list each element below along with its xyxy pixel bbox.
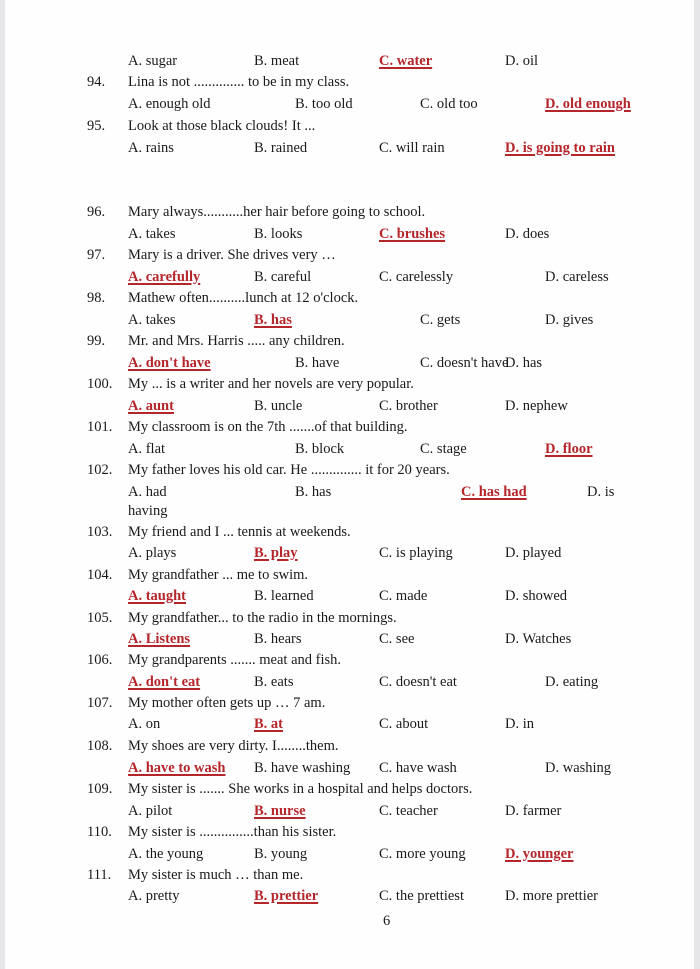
option-a: A. flat bbox=[128, 441, 166, 457]
option-b: B. block bbox=[295, 441, 345, 457]
option-b: B. hears bbox=[254, 631, 302, 647]
question-number: 100. bbox=[87, 376, 113, 392]
question-101 bbox=[5, 417, 694, 437]
option-d: D. gives bbox=[545, 312, 594, 328]
option-row bbox=[5, 267, 694, 287]
question-number: 105. bbox=[87, 610, 113, 626]
question-text: My sister is much … than me. bbox=[128, 867, 304, 883]
option-c: C. brother bbox=[379, 398, 438, 414]
option-d: D. is bbox=[587, 484, 615, 500]
option-c: C. the prettiest bbox=[379, 888, 464, 904]
option-c: C. stage bbox=[420, 441, 467, 457]
question-94 bbox=[5, 72, 694, 92]
option-b: B. learned bbox=[254, 588, 314, 604]
option-d: D. nephew bbox=[505, 398, 568, 414]
question-text: Mathew often..........lunch at 12 o'clock. bbox=[128, 290, 359, 306]
option-row bbox=[5, 543, 694, 563]
question-text: Look at those black clouds! It ... bbox=[128, 118, 316, 134]
option-d: D. more prettier bbox=[505, 888, 599, 904]
question-110 bbox=[5, 822, 694, 842]
option-row bbox=[5, 482, 694, 502]
question-text: Mary always...........her hair before going to school. bbox=[128, 204, 426, 220]
question-text: My father loves his old car. He .............. it for 20 years. bbox=[128, 462, 450, 478]
option-a: A. pretty bbox=[128, 888, 180, 904]
question-number: 108. bbox=[87, 738, 113, 754]
option-c: C. doesn't eat bbox=[379, 674, 457, 690]
option-c: C. carelessly bbox=[379, 269, 454, 285]
option-row bbox=[5, 353, 694, 373]
option-a: A. plays bbox=[128, 545, 177, 561]
question-103 bbox=[5, 522, 694, 542]
question-number: 97. bbox=[87, 247, 106, 263]
question-number: 110. bbox=[87, 824, 112, 840]
option-a-answer: A. Listens bbox=[128, 631, 191, 647]
question-number: 103. bbox=[87, 524, 113, 540]
option-c-answer: C. brushes bbox=[379, 226, 446, 242]
question-number: 101. bbox=[87, 419, 113, 435]
question-text: My friend and I ... tennis at weekends. bbox=[128, 524, 351, 540]
option-d: D. careless bbox=[545, 269, 609, 285]
option-c-answer: C. water bbox=[379, 53, 433, 69]
option-d: D. played bbox=[505, 545, 562, 561]
question-111 bbox=[5, 865, 694, 885]
option-b: B. have bbox=[295, 355, 340, 371]
option-c: C. old too bbox=[420, 96, 478, 112]
option-row bbox=[5, 629, 694, 649]
question-text: My sister is ...............than his sister. bbox=[128, 824, 337, 840]
question-text: My mother often gets up … 7 am. bbox=[128, 695, 326, 711]
question-number: 111. bbox=[87, 867, 112, 883]
question-number: 106. bbox=[87, 652, 113, 668]
option-a: A. sugar bbox=[128, 53, 178, 69]
question-95 bbox=[5, 116, 694, 136]
option-row bbox=[5, 310, 694, 330]
option-c: C. doesn't have bbox=[420, 355, 509, 371]
option-a-answer: A. have to wash bbox=[128, 760, 226, 776]
question-text: Lina is not .............. to be in my class. bbox=[128, 74, 350, 90]
option-b-answer: B. play bbox=[254, 545, 298, 561]
option-d-continuation: having bbox=[128, 503, 168, 519]
option-c: C. more young bbox=[379, 846, 466, 862]
document-page bbox=[5, 0, 694, 969]
option-row bbox=[5, 672, 694, 692]
option-d: D. washing bbox=[545, 760, 612, 776]
option-row bbox=[5, 801, 694, 821]
option-a: A. enough old bbox=[128, 96, 211, 112]
option-c: C. teacher bbox=[379, 803, 438, 819]
question-98 bbox=[5, 288, 694, 308]
option-b: B. careful bbox=[254, 269, 312, 285]
option-b: B. has bbox=[295, 484, 332, 500]
question-number: 96. bbox=[87, 204, 106, 220]
option-row bbox=[5, 714, 694, 734]
question-number: 94. bbox=[87, 74, 106, 90]
question-text: Mary is a driver. She drives very … bbox=[128, 247, 336, 263]
option-row bbox=[5, 886, 694, 906]
question-109 bbox=[5, 779, 694, 799]
question-text: My grandfather ... me to swim. bbox=[128, 567, 309, 583]
option-c: C. see bbox=[379, 631, 415, 647]
option-a: A. pilot bbox=[128, 803, 173, 819]
question-text: My sister is ....... She works in a hospital and helps doctors. bbox=[128, 781, 473, 797]
option-c: C. made bbox=[379, 588, 428, 604]
question-text: My ... is a writer and her novels are very popular. bbox=[128, 376, 414, 392]
option-a-answer: A. aunt bbox=[128, 398, 174, 414]
option-b: B. rained bbox=[254, 140, 308, 156]
option-row bbox=[5, 94, 694, 114]
option-b: B. too old bbox=[295, 96, 353, 112]
option-row bbox=[5, 586, 694, 606]
option-d: D. does bbox=[505, 226, 550, 242]
option-row bbox=[5, 439, 694, 459]
option-c: C. is playing bbox=[379, 545, 453, 561]
question-107 bbox=[5, 693, 694, 713]
option-b: B. young bbox=[254, 846, 308, 862]
option-row bbox=[5, 396, 694, 416]
option-d-answer: D. younger bbox=[505, 846, 574, 862]
option-row bbox=[5, 758, 694, 778]
question-text: My grandparents ....... meat and fish. bbox=[128, 652, 342, 668]
option-b: B. have washing bbox=[254, 760, 351, 776]
option-a: A. takes bbox=[128, 312, 176, 328]
option-a: A. the young bbox=[128, 846, 204, 862]
option-d: D. showed bbox=[505, 588, 568, 604]
question-100 bbox=[5, 374, 694, 394]
option-b: B. meat bbox=[254, 53, 300, 69]
option-b-answer: B. has bbox=[254, 312, 292, 328]
question-104 bbox=[5, 565, 694, 585]
option-b-answer: B. nurse bbox=[254, 803, 306, 819]
question-106 bbox=[5, 650, 694, 670]
option-d: D. Watches bbox=[505, 631, 572, 647]
question-number: 109. bbox=[87, 781, 113, 797]
option-d-answer: D. old enough bbox=[545, 96, 631, 112]
option-a: A. had bbox=[128, 484, 167, 500]
option-b-answer: B. at bbox=[254, 716, 283, 732]
option-d: D. farmer bbox=[505, 803, 562, 819]
question-number: 98. bbox=[87, 290, 106, 306]
question-105 bbox=[5, 608, 694, 628]
option-c: C. will rain bbox=[379, 140, 445, 156]
option-c: C. about bbox=[379, 716, 429, 732]
question-text: My classroom is on the 7th .......of that building. bbox=[128, 419, 408, 435]
option-a-answer: A. don't eat bbox=[128, 674, 201, 690]
question-text: My shoes are very dirty. I........them. bbox=[128, 738, 339, 754]
option-d-answer: D. floor bbox=[545, 441, 593, 457]
option-c: C. gets bbox=[420, 312, 461, 328]
option-d-answer: D. is going to rain bbox=[505, 140, 615, 156]
question-102 bbox=[5, 460, 694, 480]
question-97 bbox=[5, 245, 694, 265]
option-b-answer: B. prettier bbox=[254, 888, 319, 904]
option-d: D. oil bbox=[505, 53, 539, 69]
option-c: C. have wash bbox=[379, 760, 457, 776]
option-b: B. looks bbox=[254, 226, 303, 242]
option-d: D. has bbox=[505, 355, 543, 371]
option-a: A. rains bbox=[128, 140, 174, 156]
question-text: Mr. and Mrs. Harris ..... any children. bbox=[128, 333, 345, 349]
option-a: A. on bbox=[128, 716, 161, 732]
option-row-93 bbox=[5, 51, 694, 71]
page-number: 6 bbox=[383, 913, 391, 929]
question-number: 107. bbox=[87, 695, 113, 711]
option-wrap bbox=[5, 501, 694, 521]
question-number: 99. bbox=[87, 333, 106, 349]
option-d: D. eating bbox=[545, 674, 599, 690]
question-96 bbox=[5, 202, 694, 222]
option-b: B. uncle bbox=[254, 398, 303, 414]
question-text: My grandfather... to the radio in the mornings. bbox=[128, 610, 397, 626]
option-a: A. takes bbox=[128, 226, 176, 242]
option-b: B. eats bbox=[254, 674, 294, 690]
question-number: 104. bbox=[87, 567, 113, 583]
question-99 bbox=[5, 331, 694, 351]
option-a-answer: A. carefully bbox=[128, 269, 201, 285]
question-108 bbox=[5, 736, 694, 756]
option-d: D. in bbox=[505, 716, 534, 732]
option-a-answer: A. taught bbox=[128, 588, 187, 604]
question-number: 95. bbox=[87, 118, 106, 134]
option-a-answer: A. don't have bbox=[128, 355, 211, 371]
option-row bbox=[5, 138, 694, 158]
option-row bbox=[5, 224, 694, 244]
option-c-answer: C. has had bbox=[461, 484, 527, 500]
option-row bbox=[5, 844, 694, 864]
question-number: 102. bbox=[87, 462, 113, 478]
